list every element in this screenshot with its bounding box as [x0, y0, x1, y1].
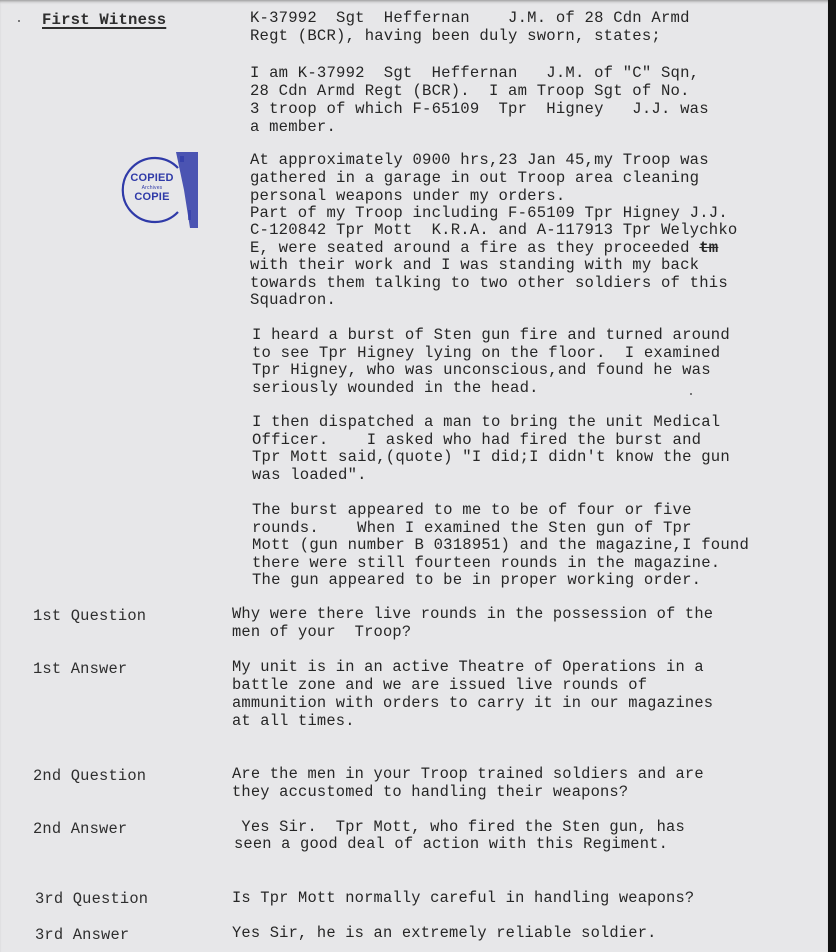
- para3-line4: seriously wounded in the head.: [252, 379, 539, 397]
- stamp-text-bottom: COPIE: [134, 191, 170, 203]
- intro-line-1: K-37992 Sgt Heffernan J.M. of 28 Cdn Armd: [250, 9, 690, 27]
- para5-line1: The burst appeared to me to be of four or five: [252, 501, 692, 519]
- margin-mark: [18, 20, 20, 22]
- para3-line2: to see Tpr Higney lying on the floor. I examined: [252, 344, 721, 362]
- qa-label-2nd-answer: 2nd Answer: [33, 820, 128, 838]
- para4-line4: was loaded".: [252, 466, 367, 484]
- qa-2nd-answer-line2: seen a good deal of action with this Regiment.: [234, 835, 669, 853]
- qa-label-1st-answer: 1st Answer: [33, 660, 128, 678]
- para2-line8: towards them talking to two other soldiers of this: [250, 274, 728, 292]
- para3-line1: I heard a burst of Sten gun fire and turned around: [252, 326, 730, 344]
- qa-1st-answer-line4: at all times.: [232, 712, 355, 730]
- para1-line2: 28 Cdn Armd Regt (BCR). I am Troop Sgt of No.: [250, 82, 690, 100]
- strikeout-text: tm: [699, 239, 719, 257]
- qa-2nd-question-line1: Are the men in your Troop trained soldiers and are: [232, 765, 704, 783]
- stamp-text-middle: Archives: [141, 185, 163, 191]
- para5-line5: The gun appeared to be in proper working order.: [252, 571, 702, 589]
- qa-3rd-answer-line1: Yes Sir, he is an extremely reliable soldier.: [232, 924, 657, 942]
- para1-line4: a member.: [250, 118, 337, 136]
- para2-line3: personal weapons under my orders.: [250, 187, 566, 205]
- qa-3rd-question-line1: Is Tpr Mott normally careful in handling weapons?: [232, 889, 695, 907]
- qa-label-3rd-answer: 3rd Answer: [35, 926, 130, 944]
- qa-1st-question-line1: Why were there live rounds in the possession of the: [232, 605, 714, 623]
- qa-1st-answer-line2: battle zone and we are issued live rounds of: [232, 676, 648, 694]
- para2-line5: C-120842 Tpr Mott K.R.A. and A-117913 Tpr Welychko: [250, 221, 738, 239]
- para2-line9: Squadron.: [250, 291, 337, 309]
- para4-line3: Tpr Mott said,(quote) "I did;I didn't know the gun: [252, 448, 730, 466]
- para2-line1: At approximately 0900 hrs,23 Jan 45,my Troop was: [250, 151, 709, 169]
- qa-2nd-answer-line1: Yes Sir. Tpr Mott, who fired the Sten gun, has: [232, 818, 685, 836]
- qa-1st-answer-line1: My unit is in an active Theatre of Operations in a: [232, 658, 704, 676]
- para4-line2: Officer. I asked who had fired the burst and: [252, 431, 702, 449]
- para5-line2: rounds. When I examined the Sten gun of Tpr: [252, 519, 692, 537]
- qa-2nd-question-line2: they accustomed to handling their weapons?: [232, 783, 629, 801]
- qa-label-3rd-question: 3rd Question: [35, 890, 149, 908]
- stamp-text-top: COPIED: [130, 172, 174, 184]
- para1-line3: 3 troop of which F-65109 Tpr Higney J.J. was: [250, 100, 709, 118]
- scan-edge-border: [828, 0, 836, 952]
- para2-line7: with their work and I was standing with my back: [250, 256, 700, 274]
- para2-line2: gathered in a garage in out Troop area cleaning: [250, 169, 700, 187]
- para4-line1: I then dispatched a man to bring the unit Medical: [252, 413, 721, 431]
- para1-line1: I am K-37992 Sgt Heffernan J.M. of "C" Sqn,: [250, 64, 700, 82]
- para5-line4: there were still fourteen rounds in the magazine.: [252, 554, 721, 572]
- para2-line4: Part of my Troop including F-65109 Tpr Higney J.J.: [250, 204, 728, 222]
- qa-label-2nd-question: 2nd Question: [33, 767, 147, 785]
- para5-line3: Mott (gun number B 0318951) and the magazine,I found: [252, 536, 750, 554]
- copied-stamp: [118, 150, 202, 230]
- intro-line-2: Regt (BCR), having been duly sworn, states;: [250, 27, 661, 45]
- qa-1st-question-line2: men of your Troop?: [232, 623, 412, 641]
- para3-line3: Tpr Higney, who was unconscious,and found he was: [252, 361, 711, 379]
- qa-1st-answer-line3: ammunition with orders to carry it in our magazines: [232, 694, 714, 712]
- witness-label: First Witness: [42, 11, 167, 29]
- qa-label-1st-question: 1st Question: [33, 607, 147, 625]
- para2-line6-text: E, were seated around a fire as they proceeded: [250, 239, 690, 257]
- ink-speck: [690, 393, 692, 395]
- para2-line6: [250, 240, 718, 258]
